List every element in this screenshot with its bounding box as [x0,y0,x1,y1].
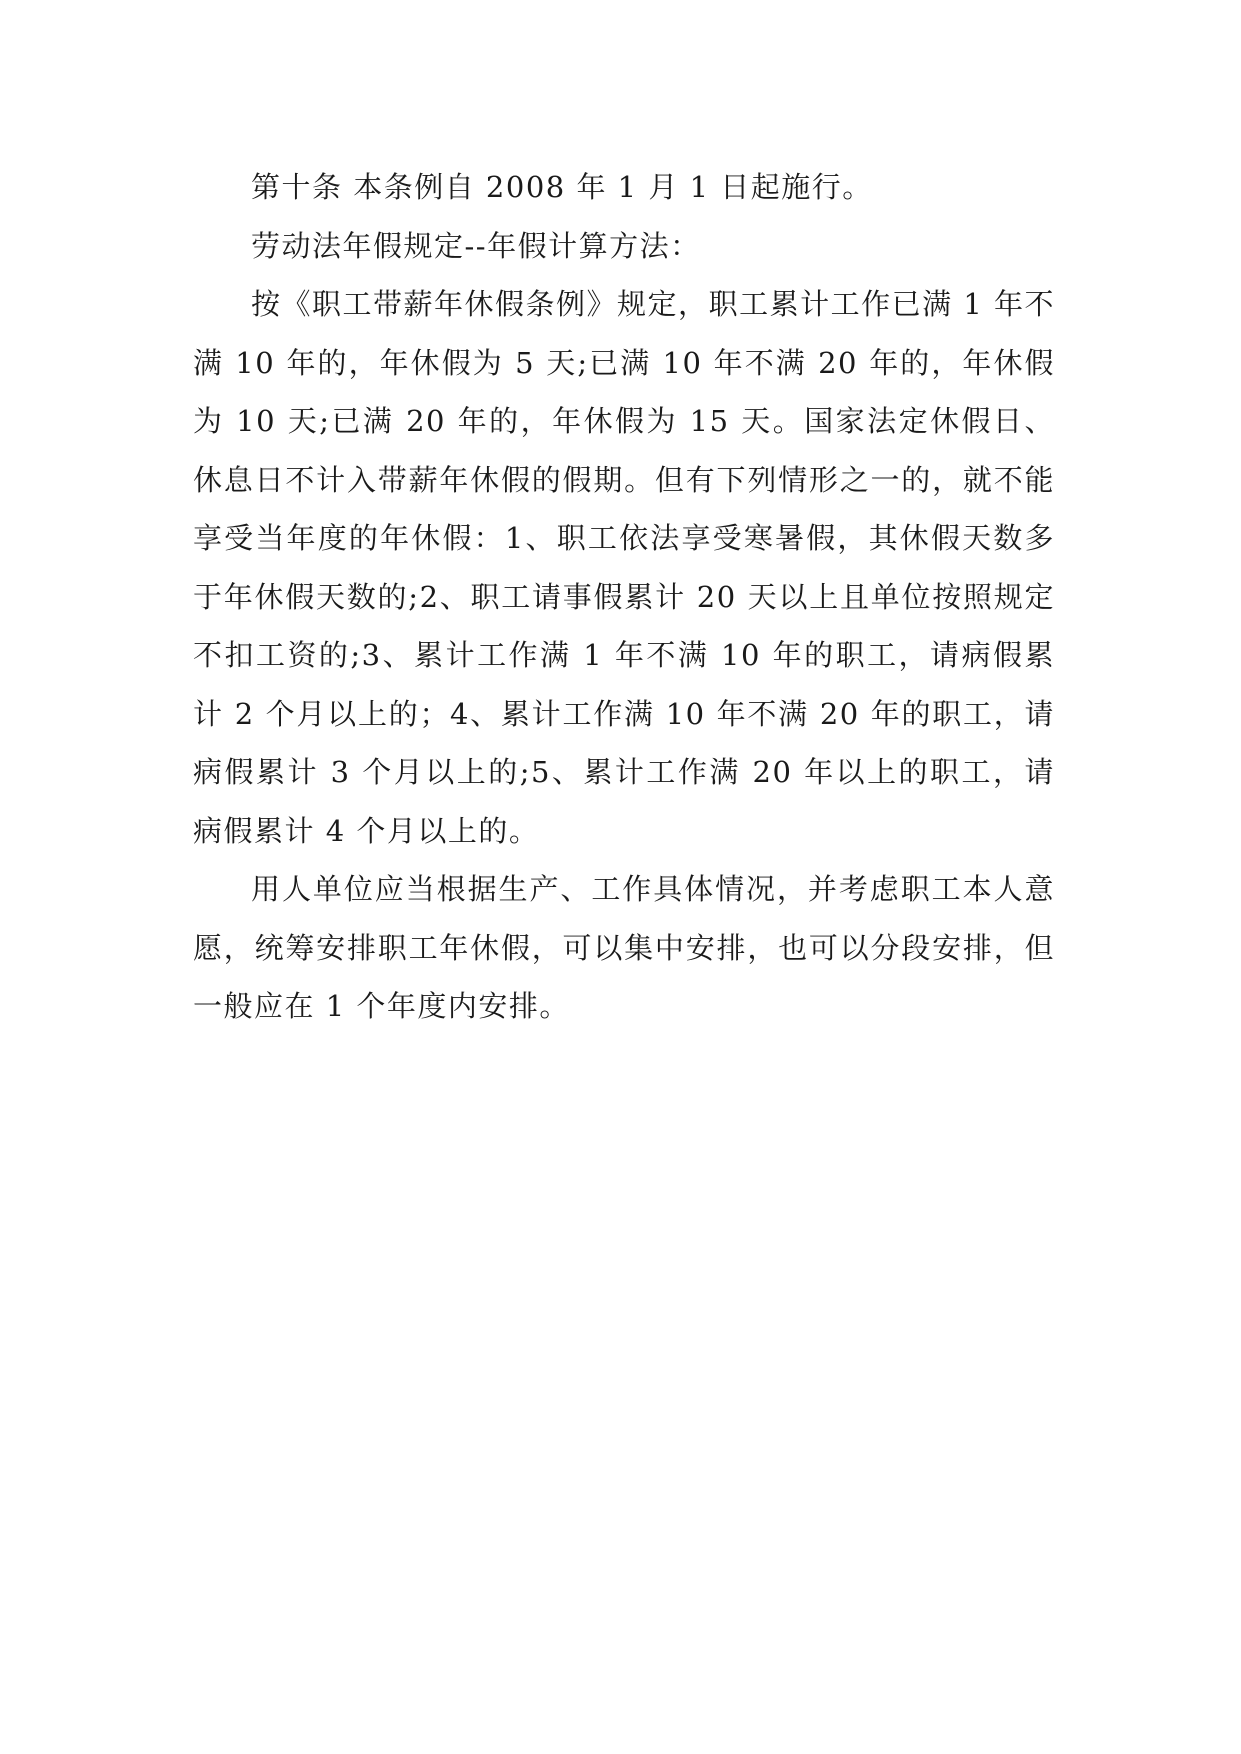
paragraph-heading-calculation: 劳动法年假规定--年假计算方法： [251,228,701,263]
paragraph-article-ten: 第十条 本条例自 2008 年 1 月 1 日起施行。 [251,170,873,204]
paragraph-leave-rules: 按《职工带薪年休假条例》规定，职工累计工作已满 1 年不满 10 年的，年休假为 5 天;已满 10 年不满 20 年的，年休假为 10 天;已满 20 年的，年休假为 15 天。国家法定休假日、休息日不计入带薪年休假的假期。但有下列情形之一的，就不能享受当年度的年休假：1、职工依法享受寒暑假，其休假天数多于年休假天数的;2、职工请事假累计 20 天以上且单位按照规定不扣工资的;3、累计工作满 1 年不满 10 年的职工，请病假累计 2 个月以上的；4、累计工作满 10 年不满 20 年的职工，请病假累计 3 个月以上的;5、累计工作满 20 年以上的职工，请病假累计 4 个月以上的。 [193,287,1055,848]
document-body [193,158,1055,1036]
paragraph-scheduling: 用人单位应当根据生产、工作具体情况，并考虑职工本人意愿，统筹安排职工年休假，可以集中安排，也可以分段安排，但一般应在 1 个年度内安排。 [193,872,1055,1023]
